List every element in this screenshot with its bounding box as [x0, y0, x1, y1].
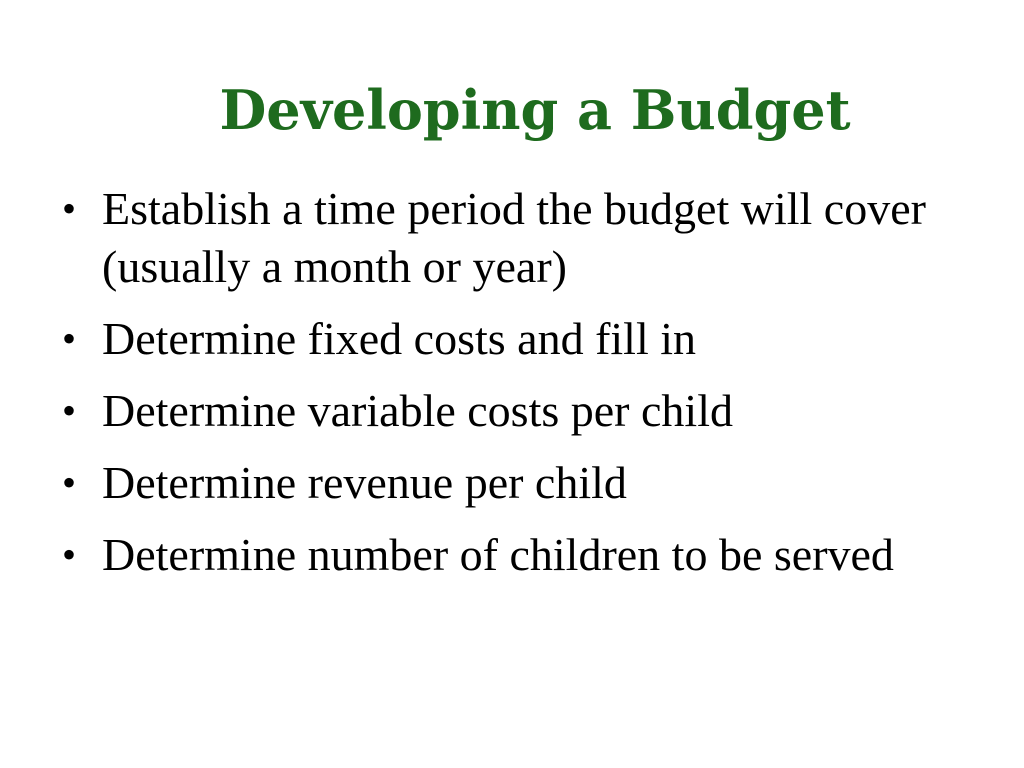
bullet-item: • Determine fixed costs and fill in: [62, 310, 962, 368]
bullet-item: • Determine number of children to be served: [62, 526, 962, 584]
bullet-list: [62, 180, 962, 598]
bullet-item: • Determine revenue per child: [62, 454, 962, 512]
bullet-item: • Establish a time period the budget will cover (usually a month or year): [62, 180, 962, 296]
bullet-item: • Determine variable costs per child: [62, 382, 962, 440]
slide-title: Developing a Budget: [219, 78, 851, 142]
